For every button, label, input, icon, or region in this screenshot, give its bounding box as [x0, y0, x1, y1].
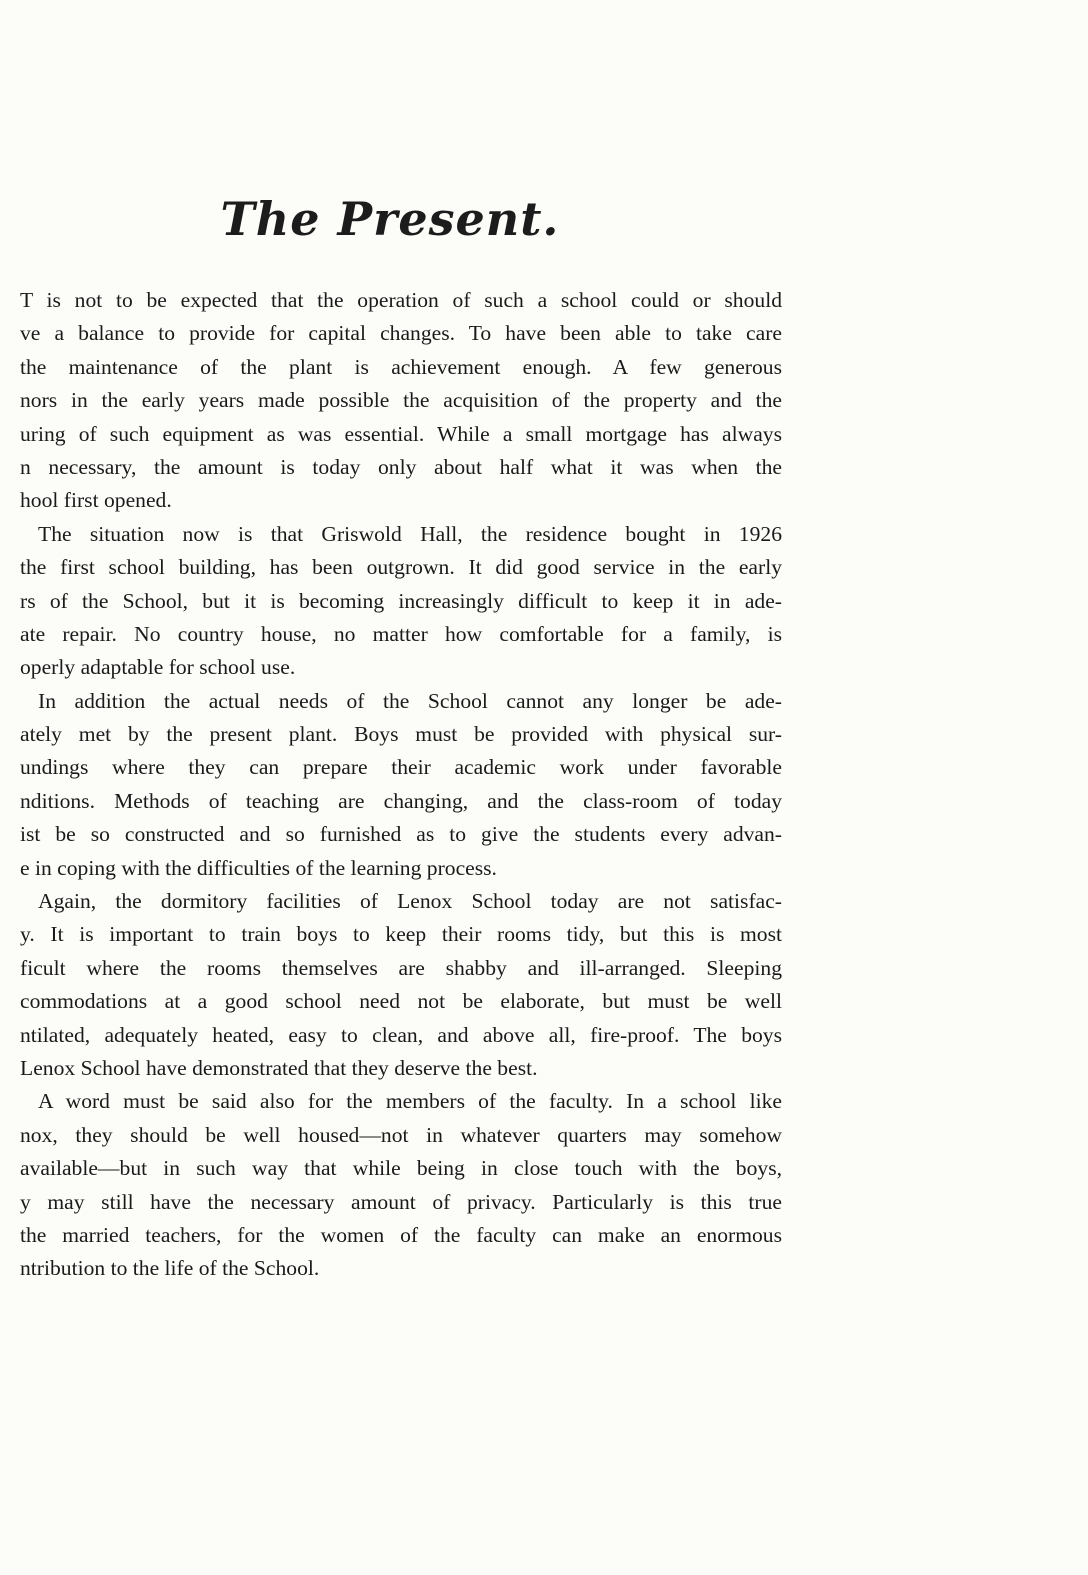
text-line: rs of the School, but it is becoming increasingly difficult to keep it in ade- [20, 588, 782, 613]
paragraph-4 [20, 885, 782, 1085]
text-line: nditions. Methods of teaching are changing, and the class-room of today [20, 788, 782, 813]
text-line: hool first opened. [20, 488, 172, 513]
text-line: ate repair. No country house, no matter how comfortable for a family, is [20, 621, 782, 646]
text-line: n necessary, the amount is today only about half what it was when the [20, 454, 782, 479]
text-line: ntribution to the life of the School. [20, 1256, 320, 1281]
text-line: operly adaptable for school use. [20, 655, 296, 680]
text-line: e in coping with the difficulties of the learning process. [20, 855, 497, 880]
text-line: A word must be said also for the members of the faculty. In a school like [38, 1089, 782, 1114]
text-line: uring of such equipment as was essential. While a small mortgage has always [20, 421, 782, 446]
text-line: available—but in such way that while being in close touch with the boys, [20, 1156, 782, 1181]
text-line: T is not to be expected that the operation of such a school could or should [20, 288, 782, 312]
text-line: y. It is important to train boys to keep their rooms tidy, but this is most [20, 922, 782, 947]
text-line: nors in the early years made possible the acquisition of the property and the [20, 388, 782, 413]
text-line: y may still have the necessary amount of privacy. Particularly is this true [20, 1189, 782, 1214]
body-text [20, 284, 782, 1286]
text-line: undings where they can prepare their academic work under favorable [20, 755, 782, 780]
text-line: ist be so constructed and so furnished as to give the students every advan- [20, 822, 782, 847]
paragraph-1 [20, 284, 782, 518]
text-line: ntilated, adequately heated, easy to clean, and above all, fire-proof. The boys [20, 1022, 782, 1047]
text-line: ficult where the rooms themselves are shabby and ill-arranged. Sleeping [20, 955, 782, 980]
text-line: The situation now is that Griswold Hall, the residence bought in 1926 [38, 521, 782, 546]
paragraph-5 [20, 1085, 782, 1285]
text-line: commodations at a good school need not be elaborate, but must be well [20, 989, 782, 1014]
text-line: the maintenance of the plant is achievement enough. A few generous [20, 354, 782, 379]
paragraph-2 [20, 518, 782, 685]
text-line: the first school building, has been outgrown. It did good service in the early [20, 555, 782, 580]
text-line: the married teachers, for the women of the faculty can make an enormous [20, 1222, 782, 1247]
page-title: The Present. [220, 192, 560, 246]
paragraph-3 [20, 685, 782, 885]
text-line: ve a balance to provide for capital changes. To have been able to take care [20, 321, 782, 346]
text-line: In addition the actual needs of the School cannot any longer be ade- [38, 688, 782, 713]
text-line: Again, the dormitory facilities of Lenox School today are not satisfac- [38, 889, 782, 914]
text-line: Lenox School have demonstrated that they deserve the best. [20, 1055, 538, 1080]
text-line: nox, they should be well housed—not in whatever quarters may somehow [20, 1122, 782, 1147]
text-line: ately met by the present plant. Boys must be provided with physical sur- [20, 722, 782, 747]
